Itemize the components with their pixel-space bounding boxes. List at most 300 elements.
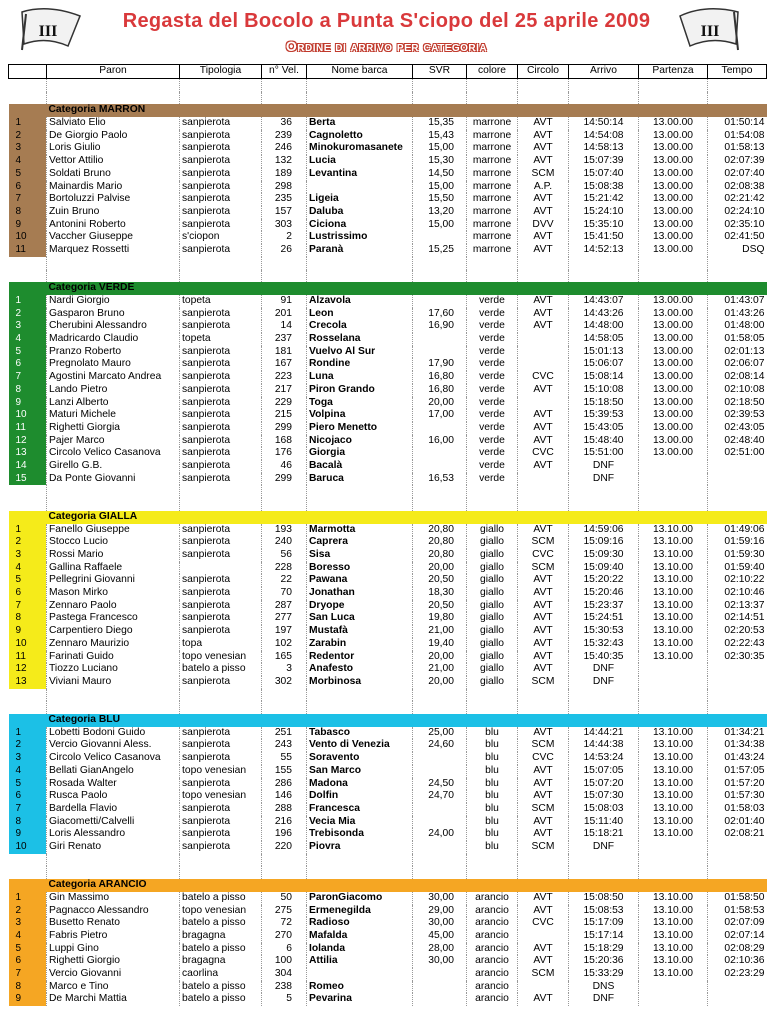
tipologia: batelo a pisso: [180, 981, 262, 994]
sail-number: 303: [262, 219, 307, 232]
sail-number: 304: [262, 968, 307, 981]
tipologia: sanpierota: [180, 739, 262, 752]
category-band: [639, 714, 708, 727]
sail-number: 132: [262, 155, 307, 168]
circolo: DVV: [518, 219, 569, 232]
result-row: [9, 638, 767, 651]
empty-cell: [569, 92, 639, 105]
sail-number: 240: [262, 536, 307, 549]
tempo: 02:48:40: [708, 435, 767, 448]
header-svr: SVR: [413, 65, 467, 79]
partenza: 13.10.00: [639, 600, 708, 613]
category-band: [467, 879, 518, 892]
tipologia: caorlina: [180, 968, 262, 981]
empty-cell: [708, 92, 767, 105]
arrivo: 15:20:22: [569, 574, 639, 587]
tempo: [708, 460, 767, 473]
paron: Salviato Elio: [47, 117, 180, 130]
sail-number: 239: [262, 130, 307, 143]
sail-number: 246: [262, 142, 307, 155]
paron: Pregnolato Mauro: [47, 358, 180, 371]
position: 2: [9, 308, 47, 321]
tempo: 01:58:50: [708, 892, 767, 905]
paron: Bortoluzzi Palvise: [47, 193, 180, 206]
position: 8: [9, 206, 47, 219]
empty-cell: [639, 689, 708, 702]
partenza: 13.10.00: [639, 612, 708, 625]
header-partenza: Partenza: [639, 65, 708, 79]
category-band: [639, 511, 708, 524]
position: 2: [9, 536, 47, 549]
arrivo: 15:20:36: [569, 955, 639, 968]
svr: 20,00: [413, 651, 467, 664]
circolo: AVT: [518, 524, 569, 537]
tipologia: batelo a pisso: [180, 663, 262, 676]
tempo: 02:10:22: [708, 574, 767, 587]
result-row: [9, 193, 767, 206]
tipologia: sanpierota: [180, 181, 262, 194]
paron: Soldati Bruno: [47, 168, 180, 181]
partenza: 13.10.00: [639, 752, 708, 765]
arrivo: 15:01:13: [569, 346, 639, 359]
position: 3: [9, 549, 47, 562]
colore: marrone: [467, 244, 518, 257]
partenza: 13.10.00: [639, 955, 708, 968]
paron: Viviani Mauro: [47, 676, 180, 689]
tipologia: topo venesian: [180, 905, 262, 918]
result-row: [9, 460, 767, 473]
result-row: [9, 739, 767, 752]
circolo: A.P.: [518, 181, 569, 194]
sail-number: 201: [262, 308, 307, 321]
category-band: [639, 879, 708, 892]
paron: Pagnacco Alessandro: [47, 905, 180, 918]
tempo: 02:51:00: [708, 447, 767, 460]
paron: Fabris Pietro: [47, 930, 180, 943]
tempo: 01:58:05: [708, 333, 767, 346]
tempo: 02:08:21: [708, 828, 767, 841]
partenza: 13.00.00: [639, 358, 708, 371]
tempo: [708, 663, 767, 676]
result-row: [9, 168, 767, 181]
partenza: [639, 841, 708, 854]
empty-cell: [9, 270, 47, 283]
svr: 20,00: [413, 676, 467, 689]
empty-cell: [467, 854, 518, 867]
sail-number: 157: [262, 206, 307, 219]
result-row: [9, 435, 767, 448]
partenza: 13.00.00: [639, 130, 708, 143]
svr: 16,80: [413, 384, 467, 397]
svr: [413, 968, 467, 981]
colore: arancio: [467, 892, 518, 905]
spacer-row: [9, 701, 767, 714]
position: 8: [9, 816, 47, 829]
colore: arancio: [467, 917, 518, 930]
sail-number: 176: [262, 447, 307, 460]
result-row: [9, 930, 767, 943]
paron: Zuin Bruno: [47, 206, 180, 219]
tempo: 01:57:30: [708, 790, 767, 803]
category-name: Categoria VERDE: [47, 282, 180, 295]
tempo: 02:10:36: [708, 955, 767, 968]
paron: Loris Giulio: [47, 142, 180, 155]
tipologia: sanpierota: [180, 384, 262, 397]
category-band: [413, 714, 467, 727]
position: 8: [9, 384, 47, 397]
sail-number: 220: [262, 841, 307, 854]
colore: giallo: [467, 651, 518, 664]
boat-name: Morbinosa: [307, 676, 413, 689]
empty-cell: [9, 689, 47, 702]
paron: Zennaro Paolo: [47, 600, 180, 613]
position: 7: [9, 600, 47, 613]
arrivo: 14:50:14: [569, 117, 639, 130]
arrivo: 15:17:09: [569, 917, 639, 930]
tipologia: batelo a pisso: [180, 917, 262, 930]
empty-cell: [307, 92, 413, 105]
arrivo: 15:23:37: [569, 600, 639, 613]
empty-cell: [708, 257, 767, 270]
arrivo: 15:43:05: [569, 422, 639, 435]
empty-cell: [262, 689, 307, 702]
result-row: [9, 333, 767, 346]
colore: verde: [467, 384, 518, 397]
sail-number: 56: [262, 549, 307, 562]
sail-number: 197: [262, 625, 307, 638]
circolo: AVT: [518, 193, 569, 206]
empty-cell: [639, 701, 708, 714]
spacer-row: [9, 485, 767, 498]
circolo: AVT: [518, 422, 569, 435]
category-band: [467, 104, 518, 117]
paron: Vettor Attilio: [47, 155, 180, 168]
empty-cell: [47, 79, 180, 92]
arrivo: 15:08:53: [569, 905, 639, 918]
tipologia: sanpierota: [180, 524, 262, 537]
partenza: [639, 663, 708, 676]
category-band: [180, 714, 262, 727]
empty-cell: [518, 485, 569, 498]
boat-name: Baruca: [307, 473, 413, 486]
circolo: [518, 397, 569, 410]
circolo: CVC: [518, 917, 569, 930]
result-row: [9, 968, 767, 981]
circolo: AVT: [518, 435, 569, 448]
colore: verde: [467, 295, 518, 308]
tempo: 02:39:53: [708, 409, 767, 422]
result-row: [9, 765, 767, 778]
result-row: [9, 295, 767, 308]
position: 15: [9, 473, 47, 486]
svr: 30,00: [413, 892, 467, 905]
arrivo: 14:54:08: [569, 130, 639, 143]
colore: blu: [467, 739, 518, 752]
circolo: SCM: [518, 968, 569, 981]
empty-cell: [413, 485, 467, 498]
arrivo: 15:48:40: [569, 435, 639, 448]
boat-name: Piron Grando: [307, 384, 413, 397]
spacer-row: [9, 689, 767, 702]
empty-cell: [180, 92, 262, 105]
circolo: AVT: [518, 244, 569, 257]
tipologia: sanpierota: [180, 422, 262, 435]
svr: 15,50: [413, 193, 467, 206]
empty-cell: [413, 689, 467, 702]
empty-cell: [467, 866, 518, 879]
empty-cell: [262, 92, 307, 105]
partenza: 13.10.00: [639, 816, 708, 829]
svr: 29,00: [413, 905, 467, 918]
position: 12: [9, 435, 47, 448]
sail-number: 229: [262, 397, 307, 410]
empty-cell: [307, 270, 413, 283]
position: 5: [9, 778, 47, 791]
tipologia: sanpierota: [180, 536, 262, 549]
tempo: 01:59:40: [708, 562, 767, 575]
empty-cell: [467, 485, 518, 498]
category-header-row: [9, 104, 767, 117]
paron: Gasparon Bruno: [47, 308, 180, 321]
circolo: AVT: [518, 638, 569, 651]
empty-cell: [47, 701, 180, 714]
circolo: AVT: [518, 612, 569, 625]
empty-cell: [569, 689, 639, 702]
colore: arancio: [467, 968, 518, 981]
svr: 25,00: [413, 727, 467, 740]
tipologia: sanpierota: [180, 828, 262, 841]
svr: [413, 803, 467, 816]
category-band: [180, 282, 262, 295]
paron: Pajer Marco: [47, 435, 180, 448]
paron: Righetti Giorgio: [47, 955, 180, 968]
paron: Fanello Giuseppe: [47, 524, 180, 537]
svr: 19,40: [413, 638, 467, 651]
category-band: [467, 714, 518, 727]
position: 13: [9, 447, 47, 460]
arrivo: 15:24:10: [569, 206, 639, 219]
svr: 15,30: [413, 155, 467, 168]
empty-cell: [47, 270, 180, 283]
boat-name: Bacalà: [307, 460, 413, 473]
colore: blu: [467, 752, 518, 765]
category-band: [708, 879, 767, 892]
tempo: [708, 676, 767, 689]
tempo: 02:07:14: [708, 930, 767, 943]
category-band: [262, 104, 307, 117]
circolo: SCM: [518, 803, 569, 816]
arrivo: 15:24:51: [569, 612, 639, 625]
sail-number: 286: [262, 778, 307, 791]
circolo: AVT: [518, 955, 569, 968]
partenza: 13.10.00: [639, 727, 708, 740]
position: 5: [9, 943, 47, 956]
result-row: [9, 181, 767, 194]
boat-name: San Luca: [307, 612, 413, 625]
partenza: 13.00.00: [639, 384, 708, 397]
colore: arancio: [467, 993, 518, 1006]
svr: 15,35: [413, 117, 467, 130]
circolo: [518, 981, 569, 994]
colore: marrone: [467, 117, 518, 130]
partenza: 13.10.00: [639, 536, 708, 549]
colore: marrone: [467, 231, 518, 244]
paron: Girello G.B.: [47, 460, 180, 473]
empty-cell: [518, 866, 569, 879]
paron: Luppi Gino: [47, 943, 180, 956]
partenza: 13.00.00: [639, 397, 708, 410]
tipologia: sanpierota: [180, 397, 262, 410]
paron: Pastega Francesco: [47, 612, 180, 625]
position: 6: [9, 955, 47, 968]
paron: Rossi Mario: [47, 549, 180, 562]
circolo: AVT: [518, 778, 569, 791]
svr: 15,43: [413, 130, 467, 143]
spacer-row: [9, 270, 767, 283]
paron: Madricardo Claudio: [47, 333, 180, 346]
arrivo: 15:40:35: [569, 651, 639, 664]
boat-name: Attilia: [307, 955, 413, 968]
boat-name: San Marco: [307, 765, 413, 778]
paron: Bellati GianAngelo: [47, 765, 180, 778]
result-row: [9, 587, 767, 600]
result-row: [9, 841, 767, 854]
sail-number: 243: [262, 739, 307, 752]
boat-name: Marmotta: [307, 524, 413, 537]
circolo: SCM: [518, 536, 569, 549]
paron: Circolo Velico Casanova: [47, 447, 180, 460]
position: 6: [9, 181, 47, 194]
svr: [413, 231, 467, 244]
circolo: AVT: [518, 993, 569, 1006]
result-row: [9, 473, 767, 486]
boat-name: Iolanda: [307, 943, 413, 956]
svr: [413, 752, 467, 765]
arrivo: 15:08:38: [569, 181, 639, 194]
spacer-row: [9, 854, 767, 867]
arrivo: 15:18:21: [569, 828, 639, 841]
empty-cell: [569, 257, 639, 270]
svr: [413, 765, 467, 778]
partenza: 13.10.00: [639, 524, 708, 537]
tempo: 02:07:09: [708, 917, 767, 930]
arrivo: 15:32:43: [569, 638, 639, 651]
tempo: 01:58:03: [708, 803, 767, 816]
empty-cell: [9, 498, 47, 511]
result-row: [9, 828, 767, 841]
empty-cell: [307, 79, 413, 92]
tempo: 02:10:46: [708, 587, 767, 600]
paron: Da Ponte Giovanni: [47, 473, 180, 486]
paron: Mainardis Mario: [47, 181, 180, 194]
tempo: 02:30:35: [708, 651, 767, 664]
sail-number: 3: [262, 663, 307, 676]
arrivo: 14:52:13: [569, 244, 639, 257]
result-row: [9, 600, 767, 613]
tipologia: s'ciopon: [180, 231, 262, 244]
arrivo: 14:44:38: [569, 739, 639, 752]
empty-cell: [639, 79, 708, 92]
partenza: 13.00.00: [639, 117, 708, 130]
circolo: AVT: [518, 663, 569, 676]
header-row: [9, 65, 767, 79]
category-name: Categoria BLU: [47, 714, 180, 727]
circolo: [518, 473, 569, 486]
result-row: [9, 219, 767, 232]
colore: arancio: [467, 943, 518, 956]
empty-cell: [47, 854, 180, 867]
partenza: 13.10.00: [639, 778, 708, 791]
boat-name: Piovra: [307, 841, 413, 854]
boat-name: Berta: [307, 117, 413, 130]
svr: 17,00: [413, 409, 467, 422]
empty-cell: [307, 257, 413, 270]
category-name: Categoria ARANCIO: [47, 879, 180, 892]
colore: verde: [467, 346, 518, 359]
position: 7: [9, 803, 47, 816]
tempo: 02:01:40: [708, 816, 767, 829]
position: 5: [9, 168, 47, 181]
paron: Antonini Roberto: [47, 219, 180, 232]
result-row: [9, 943, 767, 956]
tipologia: sanpierota: [180, 587, 262, 600]
circolo: [518, 346, 569, 359]
partenza: 13.00.00: [639, 320, 708, 333]
svr: 21,00: [413, 663, 467, 676]
empty-cell: [47, 498, 180, 511]
svr: [413, 422, 467, 435]
empty-cell: [413, 498, 467, 511]
position: 14: [9, 460, 47, 473]
partenza: 13.10.00: [639, 651, 708, 664]
empty-cell: [413, 270, 467, 283]
empty-cell: [569, 854, 639, 867]
partenza: 13.00.00: [639, 244, 708, 257]
circolo: CVC: [518, 447, 569, 460]
position: 9: [9, 993, 47, 1006]
empty-cell: [569, 701, 639, 714]
svr: 20,00: [413, 397, 467, 410]
boat-name: Levantina: [307, 168, 413, 181]
position: 13: [9, 676, 47, 689]
tipologia: sanpierota: [180, 600, 262, 613]
paron: Mason Mirko: [47, 587, 180, 600]
category-band: [413, 282, 467, 295]
header-pos: [9, 65, 47, 79]
colore: verde: [467, 308, 518, 321]
category-band: [569, 511, 639, 524]
category-band: [307, 879, 413, 892]
paron: Stocco Lucio: [47, 536, 180, 549]
sail-number: 215: [262, 409, 307, 422]
partenza: 13.00.00: [639, 435, 708, 448]
sail-number: 36: [262, 117, 307, 130]
category-band: [307, 104, 413, 117]
empty-cell: [518, 257, 569, 270]
empty-cell: [569, 498, 639, 511]
empty-cell: [467, 701, 518, 714]
result-row: [9, 130, 767, 143]
position: 3: [9, 320, 47, 333]
empty-cell: [639, 854, 708, 867]
partenza: 13.00.00: [639, 231, 708, 244]
empty-cell: [413, 701, 467, 714]
header-paron: Paron: [47, 65, 180, 79]
tipologia: sanpierota: [180, 803, 262, 816]
colore: marrone: [467, 181, 518, 194]
colore: giallo: [467, 524, 518, 537]
arrivo: 15:41:50: [569, 231, 639, 244]
